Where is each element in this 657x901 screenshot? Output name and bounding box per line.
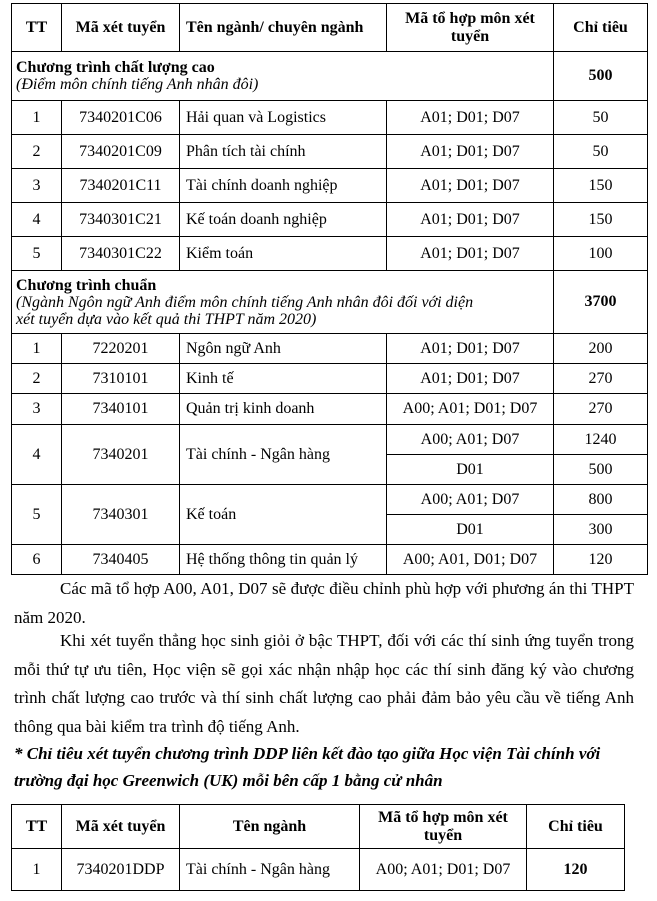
cell-tt: 5 bbox=[12, 237, 62, 271]
cell-quota: 300 bbox=[554, 515, 648, 545]
cell-quota: 150 bbox=[554, 169, 648, 203]
cell-major: Hải quan và Logistics bbox=[180, 101, 387, 135]
cell-tt: 4 bbox=[12, 203, 62, 237]
ddp-quota-note: * Chỉ tiêu xét tuyển chương trình DDP liên kết đào tạo giữa Học viện Tài chính với trường đại học Greenwich (UK) mỗi bên cấp 1 bằng cử nhân bbox=[14, 744, 601, 790]
cell-quota: 270 bbox=[554, 364, 648, 394]
cell-quota: 50 bbox=[554, 135, 648, 169]
header-major: Tên ngành/ chuyên ngành bbox=[180, 4, 387, 52]
cell-combo: A01; D01; D07 bbox=[387, 169, 554, 203]
cell-quota: 50 bbox=[554, 101, 648, 135]
cell-combo: A01; D01; D07 bbox=[387, 364, 554, 394]
cell-code: 7340201C06 bbox=[62, 101, 180, 135]
cell-combo: D01 bbox=[387, 455, 554, 485]
table-row bbox=[12, 135, 648, 169]
cell-tt: 1 bbox=[12, 334, 62, 364]
cell-tt: 1 bbox=[12, 849, 62, 891]
cell-combo: A00; A01; D07 bbox=[387, 485, 554, 515]
header-quota: Chỉ tiêu bbox=[554, 4, 648, 52]
cell-tt: 1 bbox=[12, 101, 62, 135]
paragraph-combo-adjustment: Các mã tổ hợp A00, A01, D07 sẽ được điều chỉnh phù hợp với phương án thi THPT năm 2020. bbox=[14, 579, 634, 627]
cell-major: Phân tích tài chính bbox=[180, 135, 387, 169]
cell-quota: 500 bbox=[554, 455, 648, 485]
section-quota: 3700 bbox=[554, 271, 648, 334]
paragraph-direct-admission: Khi xét tuyển thẳng học sinh giỏi ở bậc THPT, đối với các thí sinh ứng tuyển trong mỗi thứ tự ưu tiên, Học viện sẽ gọi xác nhận nhập học các thí sinh đăng ký vào chương trình chất lượng cao trước và thí sinh chất lượng cao phải đảm bảo yêu cầu về tiếng Anh thông qua bài kiểm tra trình độ tiếng Anh. bbox=[14, 631, 634, 736]
cell-code: 7340301 bbox=[62, 485, 180, 545]
header-tt: TT bbox=[12, 4, 62, 52]
cell-quota: 100 bbox=[554, 237, 648, 271]
header-tt: TT bbox=[12, 805, 62, 849]
cell-combo: D01 bbox=[387, 515, 554, 545]
section-label bbox=[12, 52, 554, 101]
cell-combo: A00; A01, D01; D07 bbox=[387, 545, 554, 575]
cell-quota: 200 bbox=[554, 334, 648, 364]
section-note-line2: xét tuyển dựa vào kết quả thi THPT năm 2020) bbox=[16, 310, 317, 328]
section-title: Chương trình chuẩn bbox=[16, 276, 157, 294]
table-row bbox=[12, 545, 648, 575]
cell-major: Kiểm toán bbox=[180, 237, 387, 271]
table-row bbox=[12, 334, 648, 364]
header-code: Mã xét tuyển bbox=[62, 4, 180, 52]
cell-quota: 120 bbox=[527, 849, 625, 891]
cell-code: 7340201C09 bbox=[62, 135, 180, 169]
table-row bbox=[12, 394, 648, 425]
cell-combo: A01; D01; D07 bbox=[387, 334, 554, 364]
table-row bbox=[12, 203, 648, 237]
cell-tt: 3 bbox=[12, 169, 62, 203]
cell-combo: A01; D01; D07 bbox=[387, 203, 554, 237]
table-row bbox=[12, 485, 648, 515]
table-row bbox=[12, 169, 648, 203]
section-row-high-quality bbox=[12, 52, 648, 101]
cell-combo: A01; D01; D07 bbox=[387, 237, 554, 271]
cell-major: Ngôn ngữ Anh bbox=[180, 334, 387, 364]
cell-code: 7340201 bbox=[62, 425, 180, 485]
cell-tt: 5 bbox=[12, 485, 62, 545]
cell-code: 7340201C11 bbox=[62, 169, 180, 203]
cell-combo: A01; D01; D07 bbox=[387, 101, 554, 135]
header-quota: Chỉ tiêu bbox=[527, 805, 625, 849]
cell-code: 7220201 bbox=[62, 334, 180, 364]
cell-major: Kế toán doanh nghiệp bbox=[180, 203, 387, 237]
cell-combo: A00; A01; D01; D07 bbox=[387, 394, 554, 425]
cell-tt: 4 bbox=[12, 425, 62, 485]
table-header-row bbox=[12, 4, 648, 52]
cell-major: Tài chính - Ngân hàng bbox=[180, 425, 387, 485]
cell-tt: 2 bbox=[12, 135, 62, 169]
cell-major: Tài chính - Ngân hàng bbox=[180, 849, 360, 891]
cell-tt: 6 bbox=[12, 545, 62, 575]
cell-major: Kế toán bbox=[180, 485, 387, 545]
cell-code: 7340301C21 bbox=[62, 203, 180, 237]
header-combo: Mã tổ hợp môn xét tuyển bbox=[360, 805, 527, 849]
cell-code: 7310101 bbox=[62, 364, 180, 394]
cell-quota: 1240 bbox=[554, 425, 648, 455]
admission-quota-table bbox=[11, 3, 648, 575]
cell-quota: 800 bbox=[554, 485, 648, 515]
table-row bbox=[12, 849, 625, 891]
cell-code: 7340201DDP bbox=[62, 849, 180, 891]
table-header-row bbox=[12, 805, 625, 849]
header-code: Mã xét tuyển bbox=[62, 805, 180, 849]
cell-combo: A00; A01; D07 bbox=[387, 425, 554, 455]
section-note: (Điểm môn chính tiếng Anh nhân đôi) bbox=[16, 76, 259, 93]
section-row-standard bbox=[12, 271, 648, 334]
table-row bbox=[12, 101, 648, 135]
cell-code: 7340301C22 bbox=[62, 237, 180, 271]
cell-tt: 3 bbox=[12, 394, 62, 425]
cell-quota: 270 bbox=[554, 394, 648, 425]
section-title: Chương trình chất lượng cao bbox=[16, 59, 215, 76]
cell-major: Quản trị kinh doanh bbox=[180, 394, 387, 425]
cell-major: Hệ thống thông tin quản lý bbox=[180, 545, 387, 575]
table-row bbox=[12, 425, 648, 455]
cell-major: Tài chính doanh nghiệp bbox=[180, 169, 387, 203]
section-quota: 500 bbox=[554, 52, 648, 101]
cell-major: Kinh tế bbox=[180, 364, 387, 394]
cell-code: 7340101 bbox=[62, 394, 180, 425]
ddp-quota-table bbox=[11, 804, 625, 891]
cell-tt: 2 bbox=[12, 364, 62, 394]
header-combo: Mã tổ hợp môn xét tuyển bbox=[387, 4, 554, 52]
cell-quota: 150 bbox=[554, 203, 648, 237]
table-row bbox=[12, 237, 648, 271]
cell-quota: 120 bbox=[554, 545, 648, 575]
header-major: Tên ngành bbox=[180, 805, 360, 849]
table-row bbox=[12, 364, 648, 394]
cell-combo: A00; A01; D01; D07 bbox=[360, 849, 527, 891]
section-note-line1: (Ngành Ngôn ngữ Anh điểm môn chính tiếng Anh nhân đôi đối với diện bbox=[16, 293, 474, 311]
cell-combo: A01; D01; D07 bbox=[387, 135, 554, 169]
section-label bbox=[12, 271, 554, 334]
cell-code: 7340405 bbox=[62, 545, 180, 575]
